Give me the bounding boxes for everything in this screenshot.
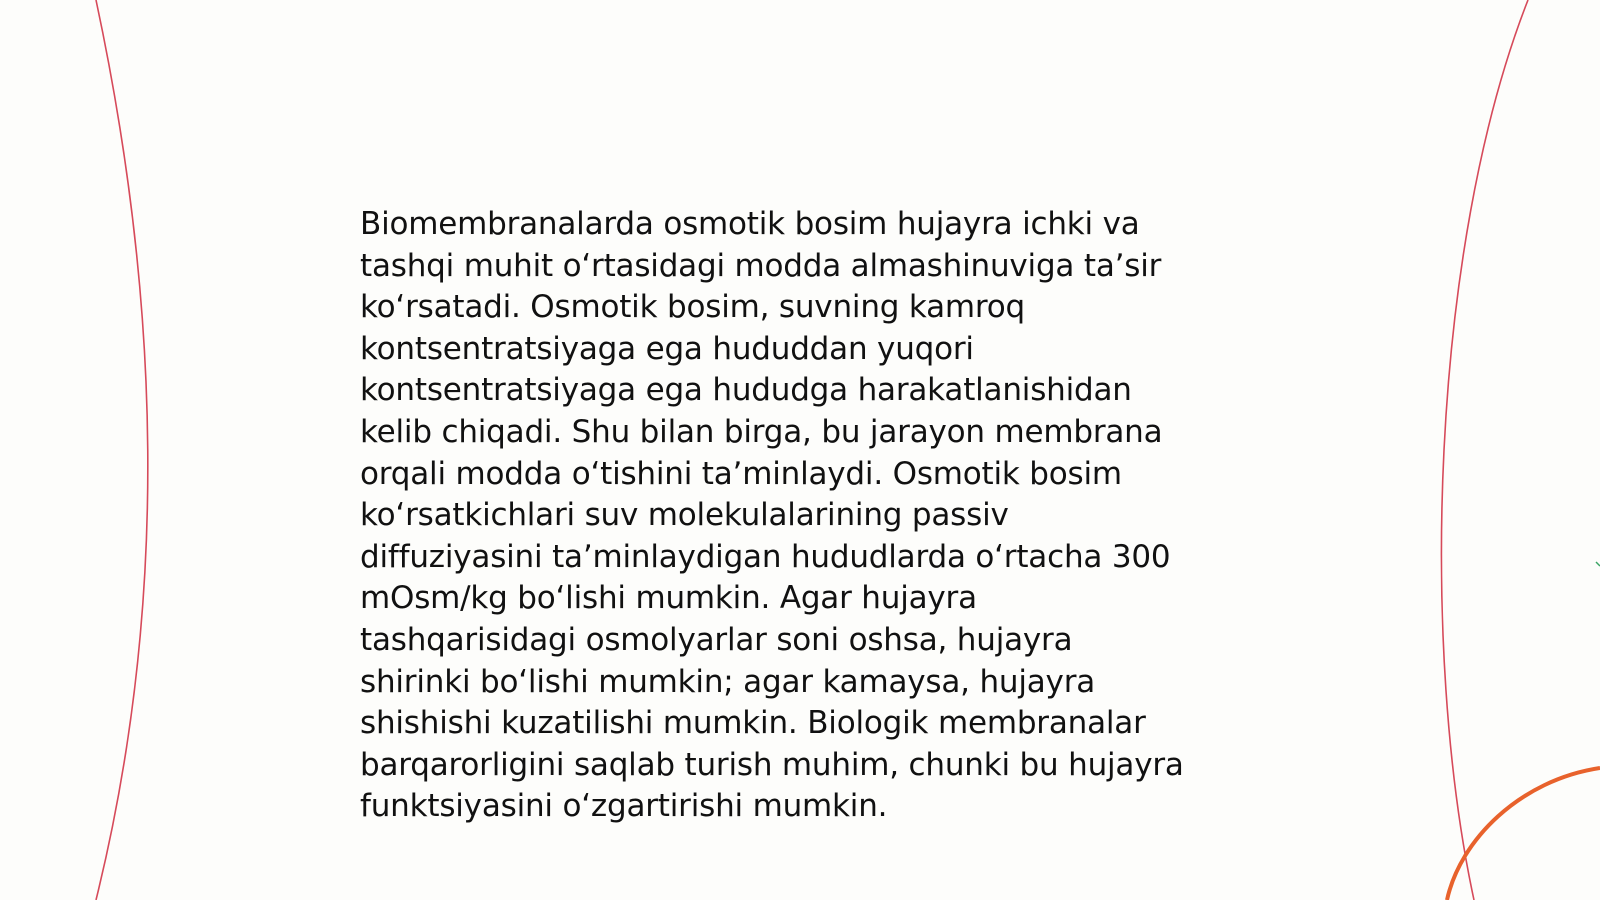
body-paragraph: Biomembranalarda osmotik bosim hujayra ichki va tashqi muhit o‘rtasidagi modda almashinuviga ta’sir ko‘rsatadi. Osmotik bosim, suvning kamroq kontsentratsiyaga ega hududdan yuqori kontsentratsiyaga ega hududga harakatlanishidan kelib chiqadi. Shu bilan birga, bu jarayon membrana orqali modda o‘tishini ta’minlaydi. Osmotik bosim ko‘rsatkichlari suv molekulalarining passiv diffuziyasini ta’minlaydigan hududlarda o‘rtacha 300 mOsm/kg bo‘lishi mumkin. Agar hujayra tashqarisidagi osmolyarlar soni oshsa, hujayra shirinki bo‘lishi mumkin; agar kamaysa, hujayra shishishi kuzatilishi mumkin. Biologik membranalar barqarorligini saqlab turish muhim, chunki bu hujayra funktsiyasini o‘zgartirishi mumkin.: [360, 206, 1184, 825]
right-edge-tick: [1596, 562, 1600, 566]
left-curve-line: [96, 0, 148, 900]
right-curve-line: [1441, 0, 1528, 900]
